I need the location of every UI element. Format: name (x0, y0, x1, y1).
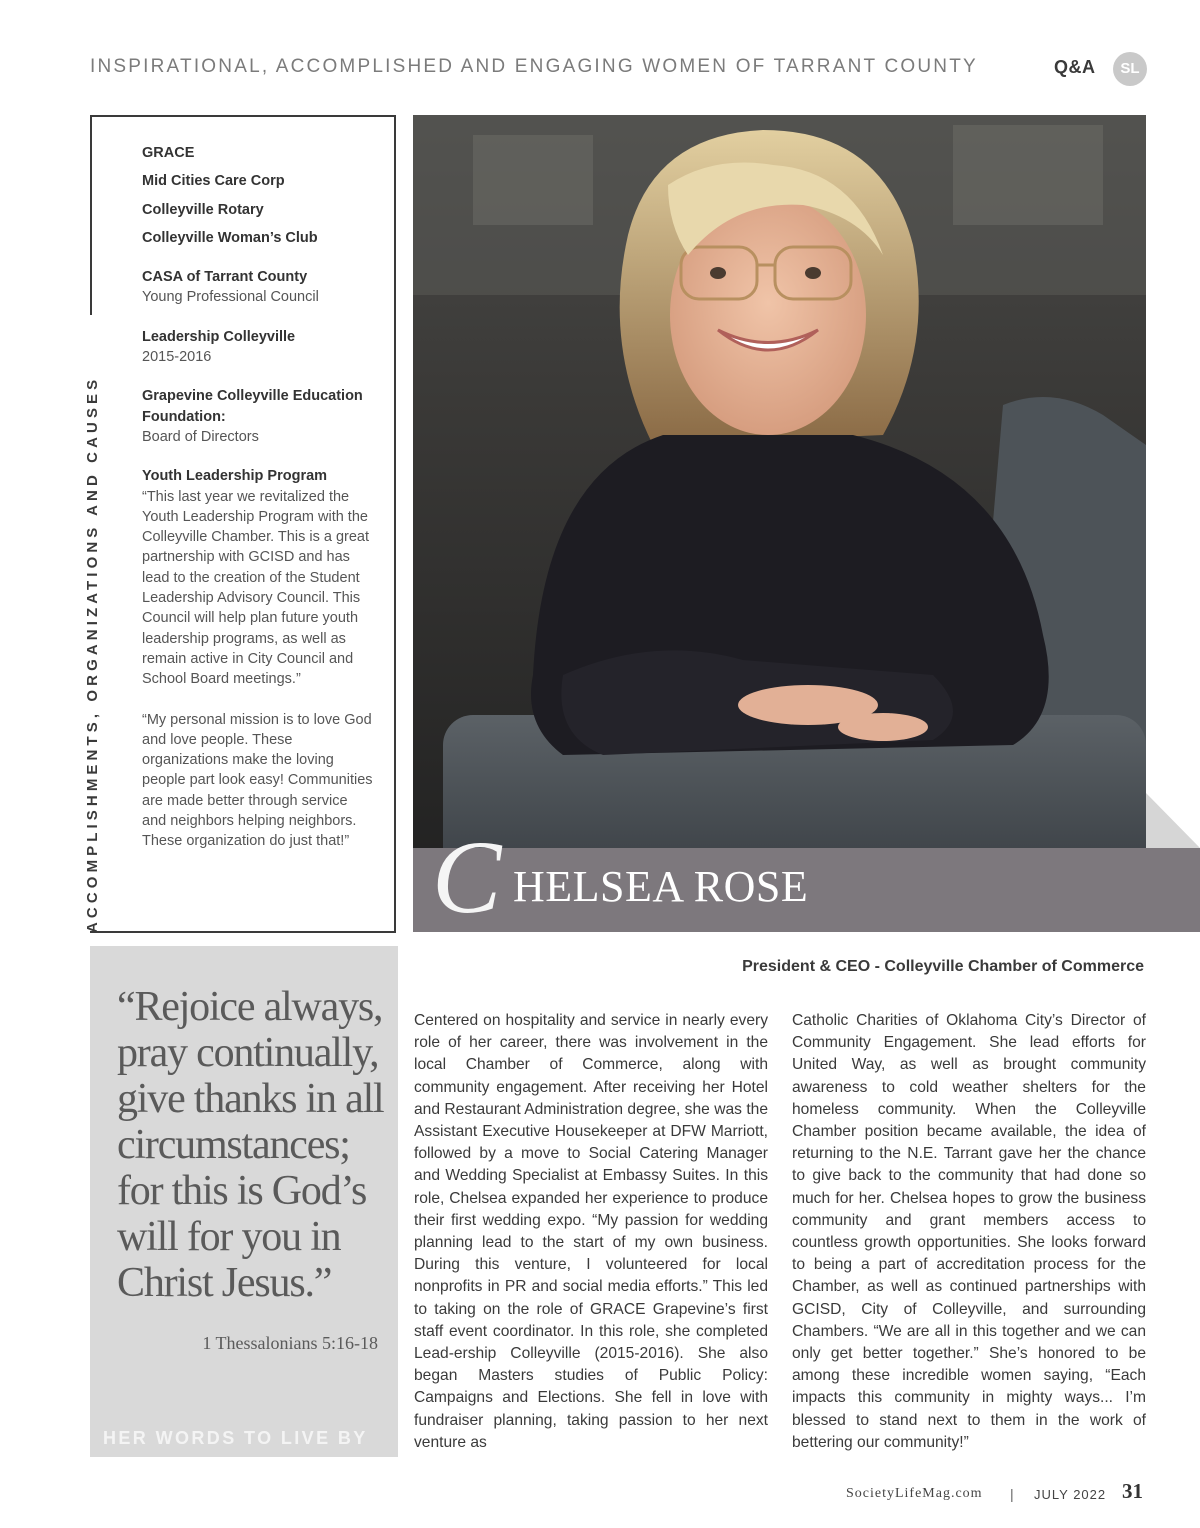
footer-site: SocietyLifeMag.com (846, 1486, 983, 1501)
org-item (142, 267, 374, 308)
org-name: Youth Leadership Program (142, 468, 328, 485)
scripture-reference: 1 Thessalonians 5:16-18 (202, 1333, 378, 1353)
profile-name: HELSEA ROSE (513, 862, 809, 911)
org-detail: “This last year we revitalized the Youth Leadership Program with the Colleyville Chamber. This is a great partnership with GCISD and has lead to the creation of the Student Leadership Advisory Council. This Council will help plan future youth leadership programs, as well as remain active in City Council and School Board meetings.” (142, 488, 369, 688)
sidebar-divider (90, 115, 92, 315)
quote-panel-label: HER WORDS TO LIVE BY (103, 1428, 368, 1448)
org-detail: Board of Directors (142, 428, 259, 445)
scripture-quote: “Rejoice always, pray continually, give thanks in all circumstances; for this is God’s will for you in Christ Jesus.” (117, 984, 384, 1306)
page-number: 31 (1122, 1479, 1143, 1503)
name-initial: C (432, 820, 502, 935)
portrait-photo (413, 115, 1146, 935)
running-header-title: INSPIRATIONAL, ACCOMPLISHED AND ENGAGING WOMEN OF TARRANT COUNTY (90, 56, 978, 77)
section-label: Q&A (1054, 57, 1096, 77)
org-item (142, 228, 374, 248)
org-detail: 2015-2016 (142, 349, 212, 366)
org-name: Colleyville Rotary (142, 201, 264, 218)
org-name: GRACE (142, 145, 195, 161)
sl-logo-icon: SL (1113, 52, 1147, 86)
org-name: Grapevine Colleyville Education Foundation: (142, 388, 363, 425)
accomplishments-vertical-label: ACCOMPLISHMENTS, ORGANIZATIONS AND CAUSES (84, 375, 101, 933)
org-item (142, 466, 374, 689)
org-name: CASA of Tarrant County (142, 269, 308, 286)
org-name: Mid Cities Care Corp (142, 173, 285, 190)
article-column-1: Centered on hospitality and service in nearly every role of her career, there was involvement in the local Chamber of Commerce, along with community engagement. After receiving her Hotel and Restaurant Administration degree, she was the Assistant Executive Housekeeper at DFW Marriott, followed by a move to Social Catering Manager and Wedding Specialist at Embassy Suites. In this role, Chelsea expanded her experience to produce their first wedding expo. “My passion for wedding planning lead to the start of my own business. During this venture, I volunteered for local nonprofits in PR and social media efforts.” This led to taking on the role of GRACE Grapevine’s first staff event coordinator. In this role, she completed Lead-ership Colleyville (2015-2016). She also began Masters studies of Public Policy: Campaigns and Elections. She fell in love with fundraiser planning, taking passion to her next venture as (414, 1012, 768, 1451)
banner-corner-accent (1146, 793, 1200, 848)
org-item (142, 200, 374, 220)
org-item (142, 171, 374, 191)
org-name: Leadership Colleyville (142, 328, 296, 345)
portrait-illustration (413, 115, 1146, 935)
organizations-list (142, 143, 374, 852)
org-detail: Young Professional Council (142, 289, 319, 306)
mission-quote: “My personal mission is to love God and love people. These organizations make the loving people part look easy! Communities are made better through service and neighbors helping neighbors. These organization do just that!” (142, 711, 373, 850)
footer-date: JULY 2022 (1034, 1487, 1107, 1502)
article-column-2: Catholic Charities of Oklahoma City’s Director of Community Engagement. She lead efforts for United Way, as well as brought community awareness to cold weather shelters for the homeless community. When the Colleyville Chamber position became available, the idea of returning to the N.E. Tarrant gave her the chance to give back to the community that had done so much for her. Chelsea hopes to grow the business community and grant members access to countless growth opportunities. She looks forward to being a part of accreditation process for the Chamber, as well as continued partnerships with GCISD, City of Colleyville, and surrounding Chambers. “We are all in this together and we can only get better together.” She’s honored to be among these incredible women saying, “Each impacts this community in mighty ways... I’m blessed to stand next to them in the work of bettering our community!” (792, 1012, 1146, 1451)
org-item (142, 386, 374, 447)
job-title: President & CEO - Colleyville Chamber of Commerce (742, 958, 1144, 975)
org-item (142, 143, 374, 163)
org-item (142, 327, 374, 368)
footer-separator: | (1010, 1486, 1014, 1502)
org-name: Colleyville Woman’s Club (142, 229, 318, 246)
